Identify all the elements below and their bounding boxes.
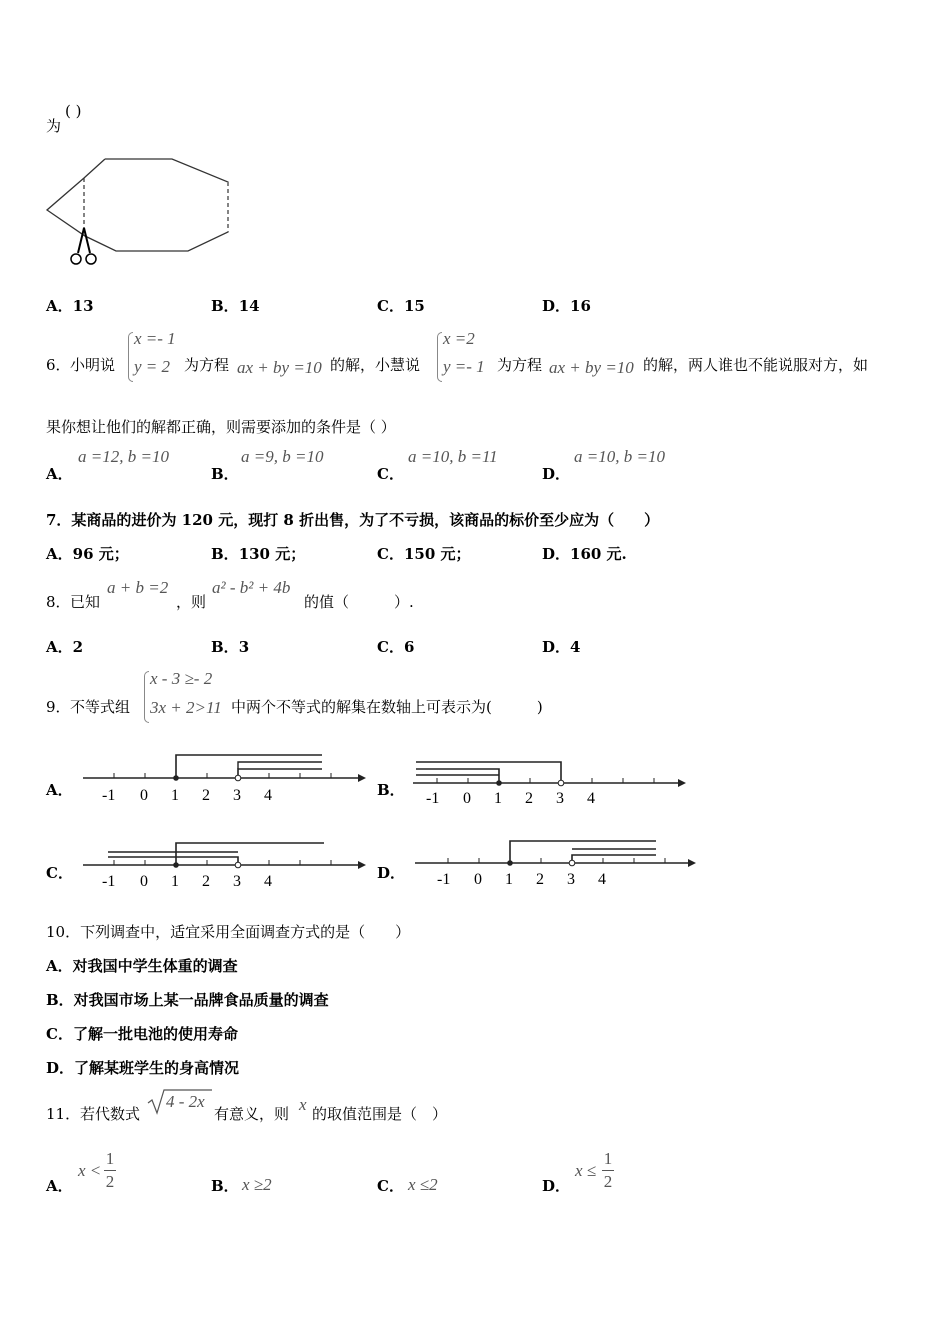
q6-number: 6．: [46, 356, 71, 374]
q6-text-4: 为方程: [497, 356, 543, 374]
tick-label: 1: [171, 873, 179, 890]
tick-label: 2: [202, 873, 210, 890]
q11-choice-b-value[interactable]: x ≥2: [242, 1175, 272, 1194]
q11-choice-c-value[interactable]: x ≤2: [408, 1175, 438, 1194]
q9-numberline-d[interactable]: [412, 832, 702, 892]
q9-ineq-2: 3x + 2>11: [150, 698, 222, 717]
tick-label: 3: [233, 873, 241, 890]
q6-choice-c-value[interactable]: a =10, b =11: [408, 447, 498, 466]
q8-text-3: 的值（ ）.: [304, 593, 414, 611]
q6-sys1-eq2: y = 2: [134, 357, 171, 376]
tick-label: 2: [525, 790, 533, 807]
q7-choice-c[interactable]: C．150 元；: [377, 545, 471, 563]
q6-sys2-eq1: x =2: [443, 329, 475, 348]
tick-label: 1: [505, 871, 513, 888]
q11-text-1: 若代数式: [80, 1105, 141, 1123]
q8-choice-a[interactable]: A．2: [46, 638, 84, 656]
tick-label: 2: [536, 871, 544, 888]
q9-number: 9．: [46, 698, 71, 716]
tick-label: 4: [587, 790, 595, 807]
q9-text-1: 不等式组: [70, 698, 131, 716]
tick-label: 4: [264, 873, 272, 890]
tick-label: 4: [598, 871, 606, 888]
tick-label: 3: [567, 871, 575, 888]
q8-choice-c[interactable]: C．6: [377, 638, 415, 656]
q9-choice-b-label[interactable]: B．: [377, 781, 405, 799]
q9-choice-a-label[interactable]: A．: [46, 781, 73, 799]
q7-choice-d[interactable]: D．160 元.: [542, 545, 627, 563]
q8-text-2: ，则: [176, 593, 207, 611]
q11-text-3: 的取值范围是（ ）: [312, 1105, 448, 1123]
q11-choice-d-var[interactable]: x ≤: [575, 1161, 597, 1180]
tick-label: 3: [556, 790, 564, 807]
q6-sys1-eq1: x =- 1: [134, 329, 176, 348]
q6-choice-b-value[interactable]: a =9, b =10: [241, 447, 324, 466]
q11-choice-a-var[interactable]: x <: [78, 1161, 102, 1180]
tick-label: 0: [140, 873, 148, 890]
q5-stem-end: 为: [46, 117, 62, 135]
tick-label: 4: [264, 787, 272, 804]
q10-question: 10．下列调查中，适宜采用全面调查方式的是（ ）: [46, 923, 411, 941]
q5-choice-c[interactable]: C．15: [377, 297, 425, 315]
q6-line-2: 果你想让他们的解都正确，则需要添加的条件是（ ）: [46, 418, 396, 436]
tick-label: 0: [140, 787, 148, 804]
scissors-icon: [71, 228, 96, 264]
q6-text-2: 为方程: [184, 356, 230, 374]
q7-choice-a[interactable]: A．96 元；: [46, 545, 129, 563]
q10-option-a[interactable]: A．对我国中学生体重的调查: [46, 957, 238, 975]
q5-choice-d[interactable]: D．16: [542, 297, 591, 315]
q9-choice-d-label[interactable]: D．: [377, 864, 406, 882]
tick-label: 1: [494, 790, 502, 807]
tick-label: 1: [171, 787, 179, 804]
tick-label: 2: [202, 787, 210, 804]
q6-choice-b-label[interactable]: B．: [211, 465, 239, 483]
q10-option-d[interactable]: D．了解某班学生的身高情况: [46, 1059, 240, 1077]
q11-choice-d-fraction[interactable]: 1 2: [603, 1149, 613, 1191]
q6-equation-2: ax + by =10: [549, 358, 634, 377]
q8-choice-b[interactable]: B．3: [211, 638, 250, 656]
q6-choice-c-label[interactable]: C．: [377, 465, 404, 483]
q6-text-3: 的解，小慧说: [330, 356, 421, 374]
tick-label: 0: [463, 790, 471, 807]
q9-numberline-b[interactable]: [410, 750, 690, 812]
q9-brace: [144, 671, 149, 723]
q6-brace-2: [437, 332, 442, 382]
q6-choice-d-label[interactable]: D．: [542, 465, 571, 483]
q5-choice-a[interactable]: A．13: [46, 297, 94, 315]
q9-numberline-a[interactable]: [80, 745, 370, 815]
octagon-cut-figure: [40, 150, 240, 270]
q6-choice-a-value[interactable]: a =12, b =10: [78, 447, 169, 466]
q8-text-1: 已知: [70, 593, 101, 611]
q10-option-c[interactable]: C．了解一批电池的使用寿命: [46, 1025, 238, 1043]
q11-variable: x: [299, 1095, 307, 1114]
tick-label: -1: [102, 873, 116, 890]
q11-text-2: 有意义，则: [214, 1105, 290, 1123]
q6-text-5: 的解，两人谁也不能说服对方，如: [643, 356, 869, 374]
tick-label: 0: [474, 871, 482, 888]
q7-choice-b[interactable]: B．130 元；: [211, 545, 306, 563]
q11-choice-a-fraction[interactable]: 1 2: [105, 1149, 115, 1191]
tick-label: -1: [426, 790, 440, 807]
q9-text-2: 中两个不等式的解集在数轴上可表示为( ): [231, 698, 543, 716]
q10-option-b[interactable]: B．对我国市场上某一品牌食品质量的调查: [46, 991, 329, 1009]
tick-label: -1: [437, 871, 451, 888]
q6-choice-a-label[interactable]: A．: [46, 465, 73, 483]
q11-choice-d-label[interactable]: D．: [542, 1177, 571, 1195]
q11-radicand: 4 - 2x: [166, 1092, 205, 1111]
q6-brace-1: [128, 332, 133, 382]
q8-condition: a + b =2: [107, 578, 169, 597]
tick-label: 3: [233, 787, 241, 804]
tick-label: -1: [102, 787, 116, 804]
q9-numberline-c[interactable]: [80, 835, 370, 895]
q7-question: 7．某商品的进价为 120 元，现打 8 折出售，为了不亏损，该商品的标价至少应为（ ）: [46, 511, 660, 529]
q6-text-1: 小明说: [70, 356, 116, 374]
q9-ineq-1: x - 3 ≥- 2: [150, 669, 213, 688]
q11-choice-a-label[interactable]: A．: [46, 1177, 73, 1195]
q6-choice-d-value[interactable]: a =10, b =10: [574, 447, 665, 466]
q6-equation-1: ax + by =10: [237, 358, 322, 377]
q9-choice-c-label[interactable]: C．: [46, 864, 73, 882]
q8-expression: a² - b² + 4b: [212, 578, 291, 597]
q5-choice-b[interactable]: B．14: [211, 297, 260, 315]
q6-sys2-eq2: y =- 1: [443, 357, 485, 376]
q11-choice-b-label[interactable]: B．: [211, 1177, 239, 1195]
q11-choice-c-label[interactable]: C．: [377, 1177, 404, 1195]
q11-number: 11．: [46, 1105, 81, 1123]
q5-answer-paren: ( ): [65, 102, 82, 120]
q8-choice-d[interactable]: D．4: [542, 638, 581, 656]
q8-number: 8．: [46, 593, 71, 611]
